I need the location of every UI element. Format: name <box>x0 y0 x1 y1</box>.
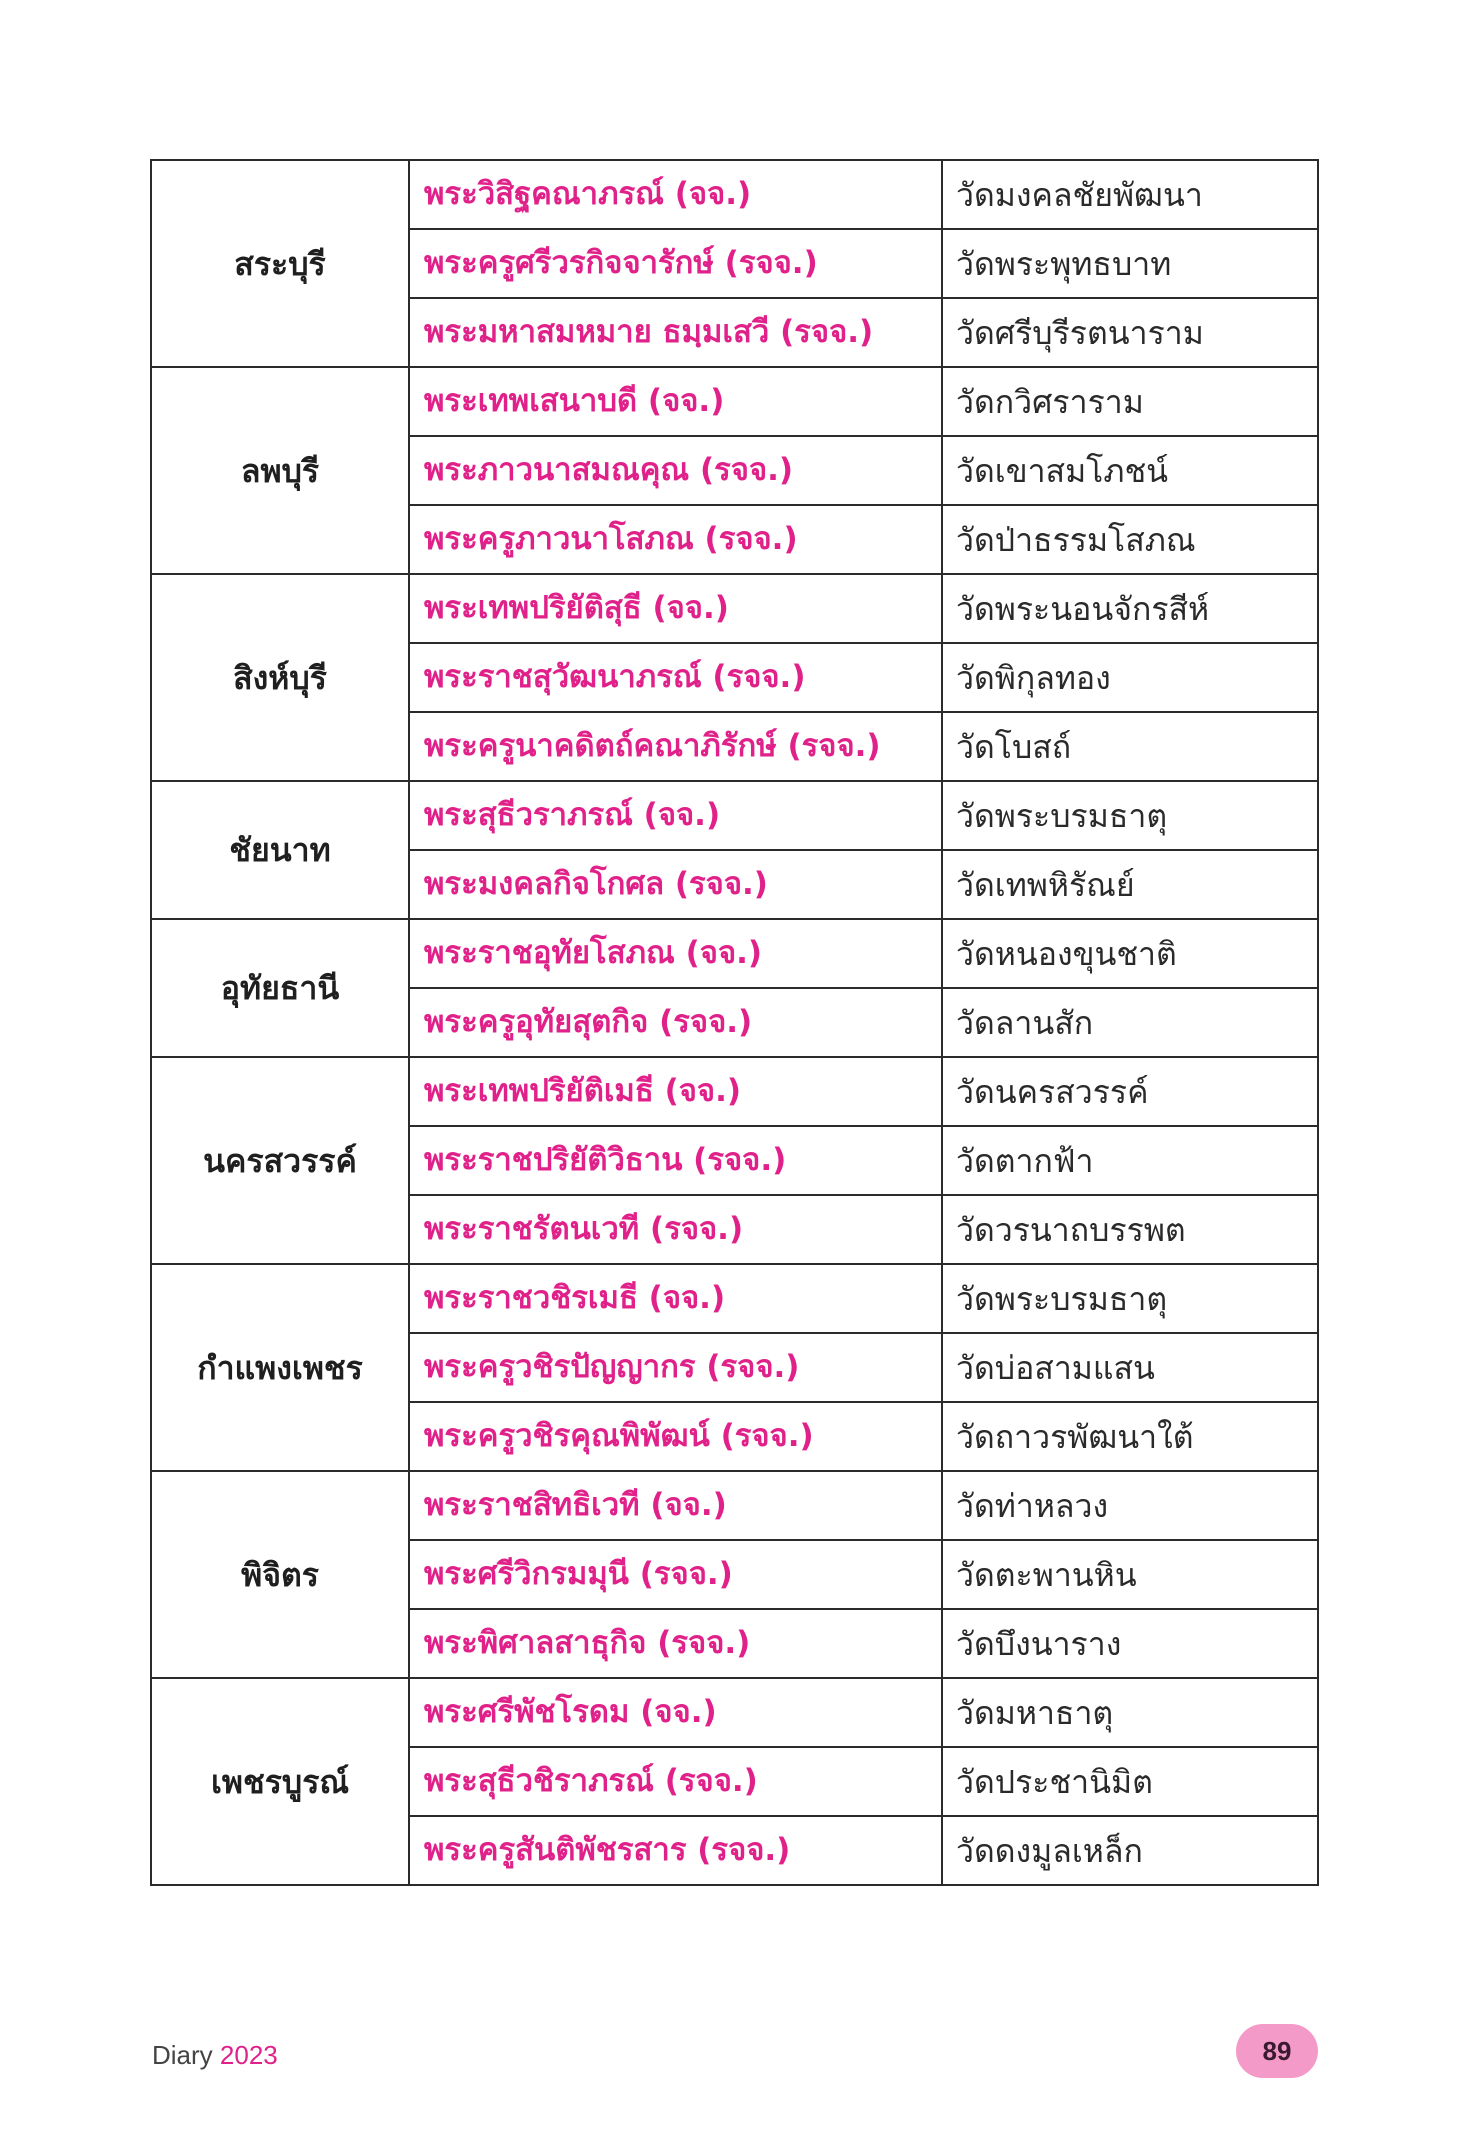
monk-name-cell: พระครูวชิรปัญญากร (รจจ.) <box>409 1333 942 1402</box>
province-cell: ชัยนาท <box>151 781 409 919</box>
footer-year: 2023 <box>219 2040 278 2070</box>
temple-name-cell: วัดเทพหิรัณย์ <box>942 850 1318 919</box>
monk-name-cell: พระราชสิทธิเวที (จจ.) <box>409 1471 942 1540</box>
temple-name-cell: วัดโบสถ์ <box>942 712 1318 781</box>
monk-name-cell: พระวิสิฐคณาภรณ์ (จจ.) <box>409 160 942 229</box>
province-cell: อุทัยธานี <box>151 919 409 1057</box>
monk-name-cell: พระเทพปริยัติสุธี (จจ.) <box>409 574 942 643</box>
temple-name-cell: วัดศรีบุรีรตนาราม <box>942 298 1318 367</box>
table-row <box>151 1264 1318 1333</box>
table-row <box>151 781 1318 850</box>
footer-diary-label <box>152 2040 278 2071</box>
monk-name-cell: พระสุธีวชิราภรณ์ (รจจ.) <box>409 1747 942 1816</box>
province-cell: นครสวรรค์ <box>151 1057 409 1264</box>
table-row <box>151 919 1318 988</box>
temple-name-cell: วัดพระบรมธาตุ <box>942 1264 1318 1333</box>
monk-name-cell: พระราชปริยัติวิธาน (รจจ.) <box>409 1126 942 1195</box>
province-cell: ลพบุรี <box>151 367 409 574</box>
province-cell: สิงห์บุรี <box>151 574 409 781</box>
monk-name-cell: พระเทพเสนาบดี (จจ.) <box>409 367 942 436</box>
table-row <box>151 160 1318 229</box>
temple-name-cell: วัดถาวรพัฒนาใต้ <box>942 1402 1318 1471</box>
monk-name-cell: พระราชวชิรเมธี (จจ.) <box>409 1264 942 1333</box>
temple-name-cell: วัดพิกุลทอง <box>942 643 1318 712</box>
monk-name-cell: พระครูวชิรคุณพิพัฒน์ (รจจ.) <box>409 1402 942 1471</box>
monk-name-cell: พระสุธีวราภรณ์ (จจ.) <box>409 781 942 850</box>
table-row <box>151 1057 1318 1126</box>
temple-name-cell: วัดประชานิมิต <box>942 1747 1318 1816</box>
monk-name-cell: พระครูนาคดิตถ์คณาภิรักษ์ (รจจ.) <box>409 712 942 781</box>
temple-name-cell: วัดนครสวรรค์ <box>942 1057 1318 1126</box>
province-cell: พิจิตร <box>151 1471 409 1678</box>
temple-name-cell: วัดท่าหลวง <box>942 1471 1318 1540</box>
table-row <box>151 574 1318 643</box>
monk-name-cell: พระมงคลกิจโกศล (รจจ.) <box>409 850 942 919</box>
temple-name-cell: วัดวรนาถบรรพต <box>942 1195 1318 1264</box>
footer-label: Diary <box>152 2040 213 2070</box>
monk-name-cell: พระเทพปริยัติเมธี (จจ.) <box>409 1057 942 1126</box>
page-number-badge <box>1236 2024 1318 2078</box>
monk-roster-table <box>150 159 1319 1886</box>
temple-name-cell: วัดป่าธรรมโสภณ <box>942 505 1318 574</box>
monk-name-cell: พระราชรัตนเวที (รจจ.) <box>409 1195 942 1264</box>
temple-name-cell: วัดพระนอนจักรสีห์ <box>942 574 1318 643</box>
monk-name-cell: พระภาวนาสมณคุณ (รจจ.) <box>409 436 942 505</box>
temple-name-cell: วัดตะพานหิน <box>942 1540 1318 1609</box>
monk-name-cell: พระครูสันติพัชรสาร (รจจ.) <box>409 1816 942 1885</box>
temple-name-cell: วัดดงมูลเหล็ก <box>942 1816 1318 1885</box>
monk-name-cell: พระมหาสมหมาย ธมฺมเสวี (รจจ.) <box>409 298 942 367</box>
page-number: 89 <box>1262 2035 1292 2066</box>
monk-name-cell: พระครูศรีวรกิจจารักษ์ (รจจ.) <box>409 229 942 298</box>
table-row <box>151 1471 1318 1540</box>
table-row <box>151 1678 1318 1747</box>
temple-name-cell: วัดกวิศราราม <box>942 367 1318 436</box>
province-cell: กำแพงเพชร <box>151 1264 409 1471</box>
temple-name-cell: วัดพระบรมธาตุ <box>942 781 1318 850</box>
temple-name-cell: วัดมหาธาตุ <box>942 1678 1318 1747</box>
roster-body <box>151 160 1318 1885</box>
temple-name-cell: วัดหนองขุนชาติ <box>942 919 1318 988</box>
temple-name-cell: วัดตากฟ้า <box>942 1126 1318 1195</box>
monk-name-cell: พระราชอุทัยโสภณ (จจ.) <box>409 919 942 988</box>
province-cell: สระบุรี <box>151 160 409 367</box>
monk-name-cell: พระราชสุวัฒนาภรณ์ (รจจ.) <box>409 643 942 712</box>
temple-name-cell: วัดบ่อสามแสน <box>942 1333 1318 1402</box>
monk-name-cell: พระศรีพัชโรดม (จจ.) <box>409 1678 942 1747</box>
temple-name-cell: วัดบึงนาราง <box>942 1609 1318 1678</box>
monk-name-cell: พระศรีวิกรมมุนี (รจจ.) <box>409 1540 942 1609</box>
monk-name-cell: พระครูภาวนาโสภณ (รจจ.) <box>409 505 942 574</box>
temple-name-cell: วัดเขาสมโภชน์ <box>942 436 1318 505</box>
province-cell: เพชรบูรณ์ <box>151 1678 409 1885</box>
temple-name-cell: วัดลานสัก <box>942 988 1318 1057</box>
temple-name-cell: วัดพระพุทธบาท <box>942 229 1318 298</box>
monk-name-cell: พระพิศาลสาธุกิจ (รจจ.) <box>409 1609 942 1678</box>
table-row <box>151 367 1318 436</box>
temple-name-cell: วัดมงคลชัยพัฒนา <box>942 160 1318 229</box>
monk-name-cell: พระครูอุทัยสุตกิจ (รจจ.) <box>409 988 942 1057</box>
